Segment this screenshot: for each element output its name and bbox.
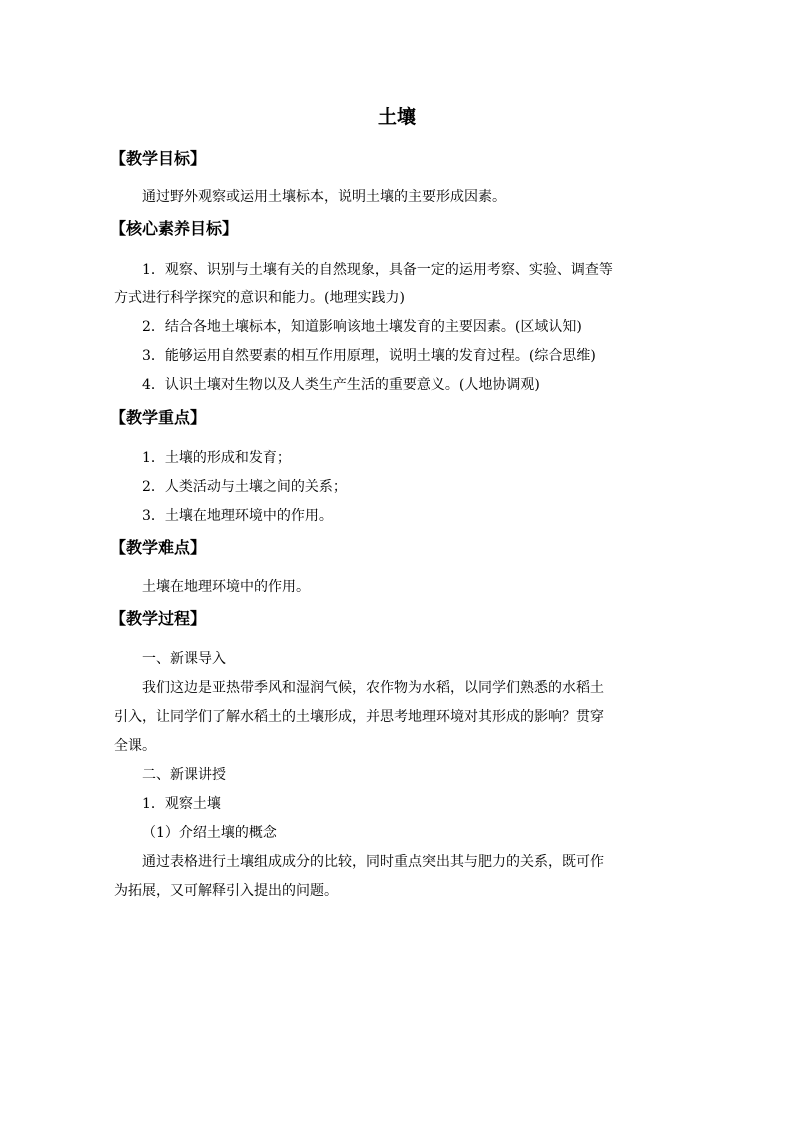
key-point-2: 2．人类活动与土壤之间的关系； [142,479,347,495]
core-item-1-line-2: 方式进行科学探究的意识和能力。(地理实践力) [114,290,405,306]
heading-key-points: 【教学重点】 [110,408,207,427]
core-item-3: 3．能够运用自然要素的相互作用原理，说明土壤的发育过程。(综合思维) [142,348,596,364]
heading-difficulties: 【教学难点】 [110,538,207,557]
difficulties-text: 土壤在地理环境中的作用。 [142,579,310,595]
core-item-4: 4．认识土壤对生物以及人类生产生活的重要意义。(人地协调观) [142,377,540,393]
process-para-2-line-1: 通过表格进行土壤组成成分的比较，同时重点突出其与肥力的关系，既可作 [142,854,604,870]
page-title: 土壤 [377,106,416,128]
core-item-1-line-1: 1．观察、识别与土壤有关的自然现象，具备一定的运用考察、实验、调查等 [142,262,613,278]
key-point-1: 1．土壤的形成和发育； [142,450,291,466]
process-sub-2-1: 1．观察土壤 [142,796,221,812]
heading-teaching-process: 【教学过程】 [110,609,207,628]
process-para-1-line-3: 全课。 [114,738,156,754]
process-sub-2-1-1: （1）介绍土壤的概念 [142,825,277,841]
process-para-2-line-2: 为拓展，又可解释引入提出的问题。 [114,883,338,899]
heading-core-literacy: 【核心素养目标】 [110,219,239,238]
process-sub-1: 一、新课导入 [142,651,226,667]
process-sub-2: 二、新课讲授 [142,767,226,783]
key-point-3: 3．土壤在地理环境中的作用。 [142,508,333,524]
heading-teaching-objectives: 【教学目标】 [110,149,207,168]
objectives-text: 通过野外观察或运用土壤标本，说明土壤的主要形成因素。 [142,189,506,205]
core-item-2: 2．结合各地土壤标本，知道影响该地土壤发育的主要因素。(区域认知) [142,319,582,335]
process-para-1-line-2: 引入，让同学们了解水稻土的土壤形成，并思考地理环境对其形成的影响？贯穿 [114,709,604,725]
process-para-1-line-1: 我们这边是亚热带季风和湿润气候，农作物为水稻，以同学们熟悉的水稻土 [142,680,604,696]
